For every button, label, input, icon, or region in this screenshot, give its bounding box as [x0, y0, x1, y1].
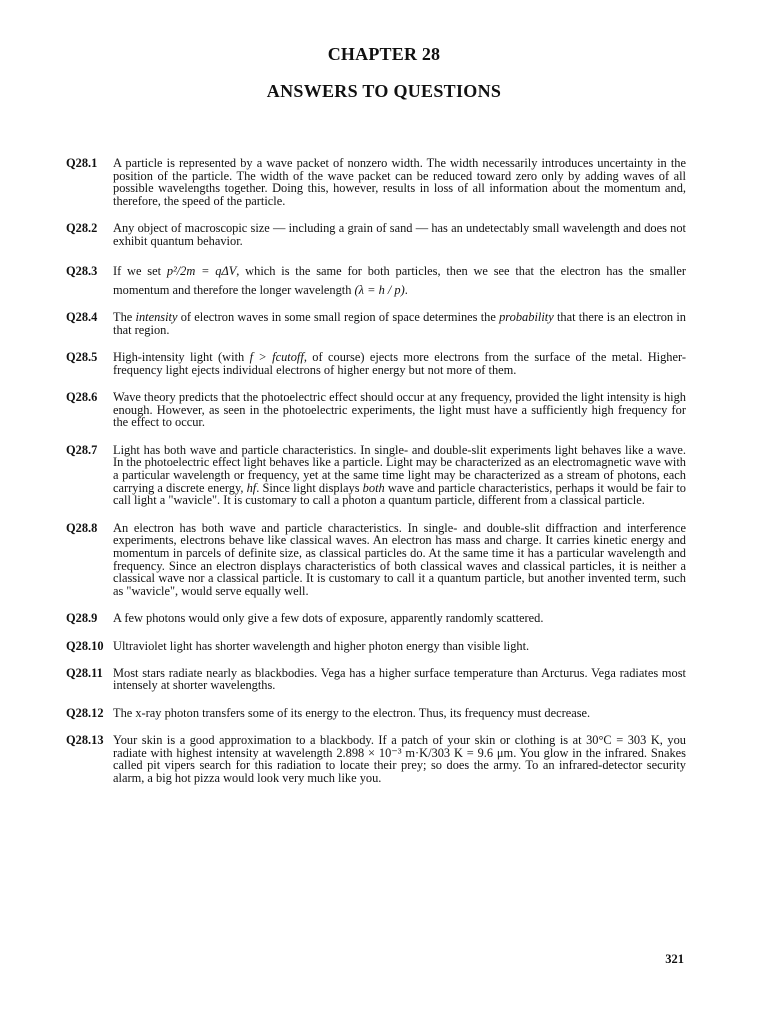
answer-item-q28-11 [66, 667, 686, 692]
formula: 2.898 × 10⁻³ m·K/303 K = 9.6 μm [336, 745, 514, 760]
answer-item-q28-3 [66, 262, 686, 300]
question-number: Q28.13 [66, 732, 104, 747]
question-number: Q28.7 [66, 442, 98, 457]
question-number: Q28.10 [66, 638, 104, 653]
answer-text: Most stars radiate nearly as blackbodies. Vega has a higher surface temperature than Arcturus. Vega radiates most intensely at shorter wavelengths. [113, 665, 686, 693]
answer-text: Your skin is a good approximation to a blackbody. If a patch of your skin or clothing is at 30°C = 303 K, you radiate with highest intensity at wavelength 2.898 × 10⁻³ m·K/303 K = 9.6 μm. You glow in the infrared. Snakes called pit vipers search for this radiation to locate their prey; so does the army. To an infrared-detector security alarm, a big hot pizza would look very much like you. [113, 732, 686, 785]
answer-text: Light has both wave and particle characteristics. In single- and double-slit experiments light behaves like a wave. In the photoelectric effect light behaves like a particle. Light may be characterized as an electromagnetic wave with a particular wavelength or frequency, yet at the same time light may be characterized as a stream of photons, each carrying a discrete energy, hf. Since light displays both wave and particle characteristics, perhaps it would be fair to call light a "wavicle". It is customary to call a photon a quantum particle, different from a classical particle. [113, 442, 686, 508]
answer-item-q28-1 [66, 157, 686, 208]
question-number: Q28.5 [66, 350, 98, 365]
answer-item-q28-9 [66, 612, 686, 625]
answer-item-q28-2 [66, 222, 686, 247]
formula: p²/2m = qΔV [166, 264, 237, 279]
emphasis: intensity [135, 310, 178, 325]
answer-item-q28-10 [66, 640, 686, 653]
answer-item-q28-13 [66, 734, 686, 785]
answer-item-q28-8 [66, 522, 686, 598]
answer-item-q28-4 [66, 311, 686, 336]
question-number: Q28.12 [66, 705, 104, 720]
answer-text: High-intensity light (with f > fcutoff, of course) ejects more electrons from the surface of the metal. Higher-frequency light ejects individual electrons of higher energy but not more of them. [113, 350, 686, 377]
answer-item-q28-12 [66, 707, 686, 720]
emphasis: hf [246, 480, 257, 495]
formula: (λ = h / p) [354, 283, 405, 298]
answer-list [66, 157, 686, 799]
chapter-heading: CHAPTER 28 [327, 44, 441, 64]
emphasis: probability [499, 310, 554, 325]
answer-text: A particle is represented by a wave packet of nonzero width. The width necessarily introduces uncertainty in the position of the particle. The width of the wave packet can be reduced toward zero only by adding waves of all possible wavelengths together. Doing this, however, results in loss of all information about the momentum and, therefore, the speed of the particle. [113, 156, 686, 209]
question-number: Q28.8 [66, 520, 98, 535]
question-number: Q28.9 [66, 611, 98, 626]
question-number: Q28.11 [66, 665, 103, 680]
question-number: Q28.1 [66, 156, 98, 170]
formula: 30°C = 303 K [586, 732, 660, 747]
page-number: 321 [665, 952, 684, 966]
answer-item-q28-6 [66, 391, 686, 429]
answer-item-q28-7 [66, 444, 686, 508]
question-number: Q28.2 [66, 221, 98, 236]
question-number: Q28.6 [66, 390, 98, 405]
section-title: ANSWERS TO QUESTIONS [266, 81, 502, 101]
answer-item-q28-5 [66, 351, 686, 376]
formula: f > fcutoff [249, 350, 304, 365]
answer-text: Any object of macroscopic size — including a grain of sand — has an undetectably small wavelength and does not exhibit quantum behavior. [113, 221, 686, 249]
answer-text: If we set p²/2m = qΔV, which is the same for both particles, then we see that the electron has the smaller momentum and therefore the longer wavelength (λ = h / p). [113, 264, 686, 298]
answer-text: Ultraviolet light has shorter wavelength and higher photon energy than visible light. [113, 638, 530, 653]
answer-text: The x-ray photon transfers some of its energy to the electron. Thus, its frequency must decrease. [113, 705, 591, 720]
answer-text: An electron has both wave and particle characteristics. In single- and double-slit diffraction and interference experiments, electrons behave like classical waves. An electron has mass and charge. It carries kinetic energy and momentum in parcels of definite size, as classical particles do. At the same time it has a particular wavelength and frequency. Since an electron displays characteristics of both classical waves and classical particles, it is neither a classical wave nor a classical particle. It is customary to call it a quantum particle, but another invented term, such as "wavicle", would serve equally well. [113, 520, 686, 599]
answer-text: A few photons would only give a few dots of exposure, apparently randomly scattered. [113, 611, 544, 626]
answer-text: The intensity of electron waves in some small region of space determines the probability that there is an electron in that region. [113, 310, 686, 337]
answer-text: Wave theory predicts that the photoelectric effect should occur at any frequency, provided the light intensity is high enough. However, as seen in the photoelectric experiments, the light must have a sufficiently high frequency for the effect to occur. [113, 390, 686, 430]
question-number: Q28.4 [66, 310, 98, 325]
emphasis: both [362, 480, 385, 495]
question-number: Q28.3 [66, 264, 98, 279]
